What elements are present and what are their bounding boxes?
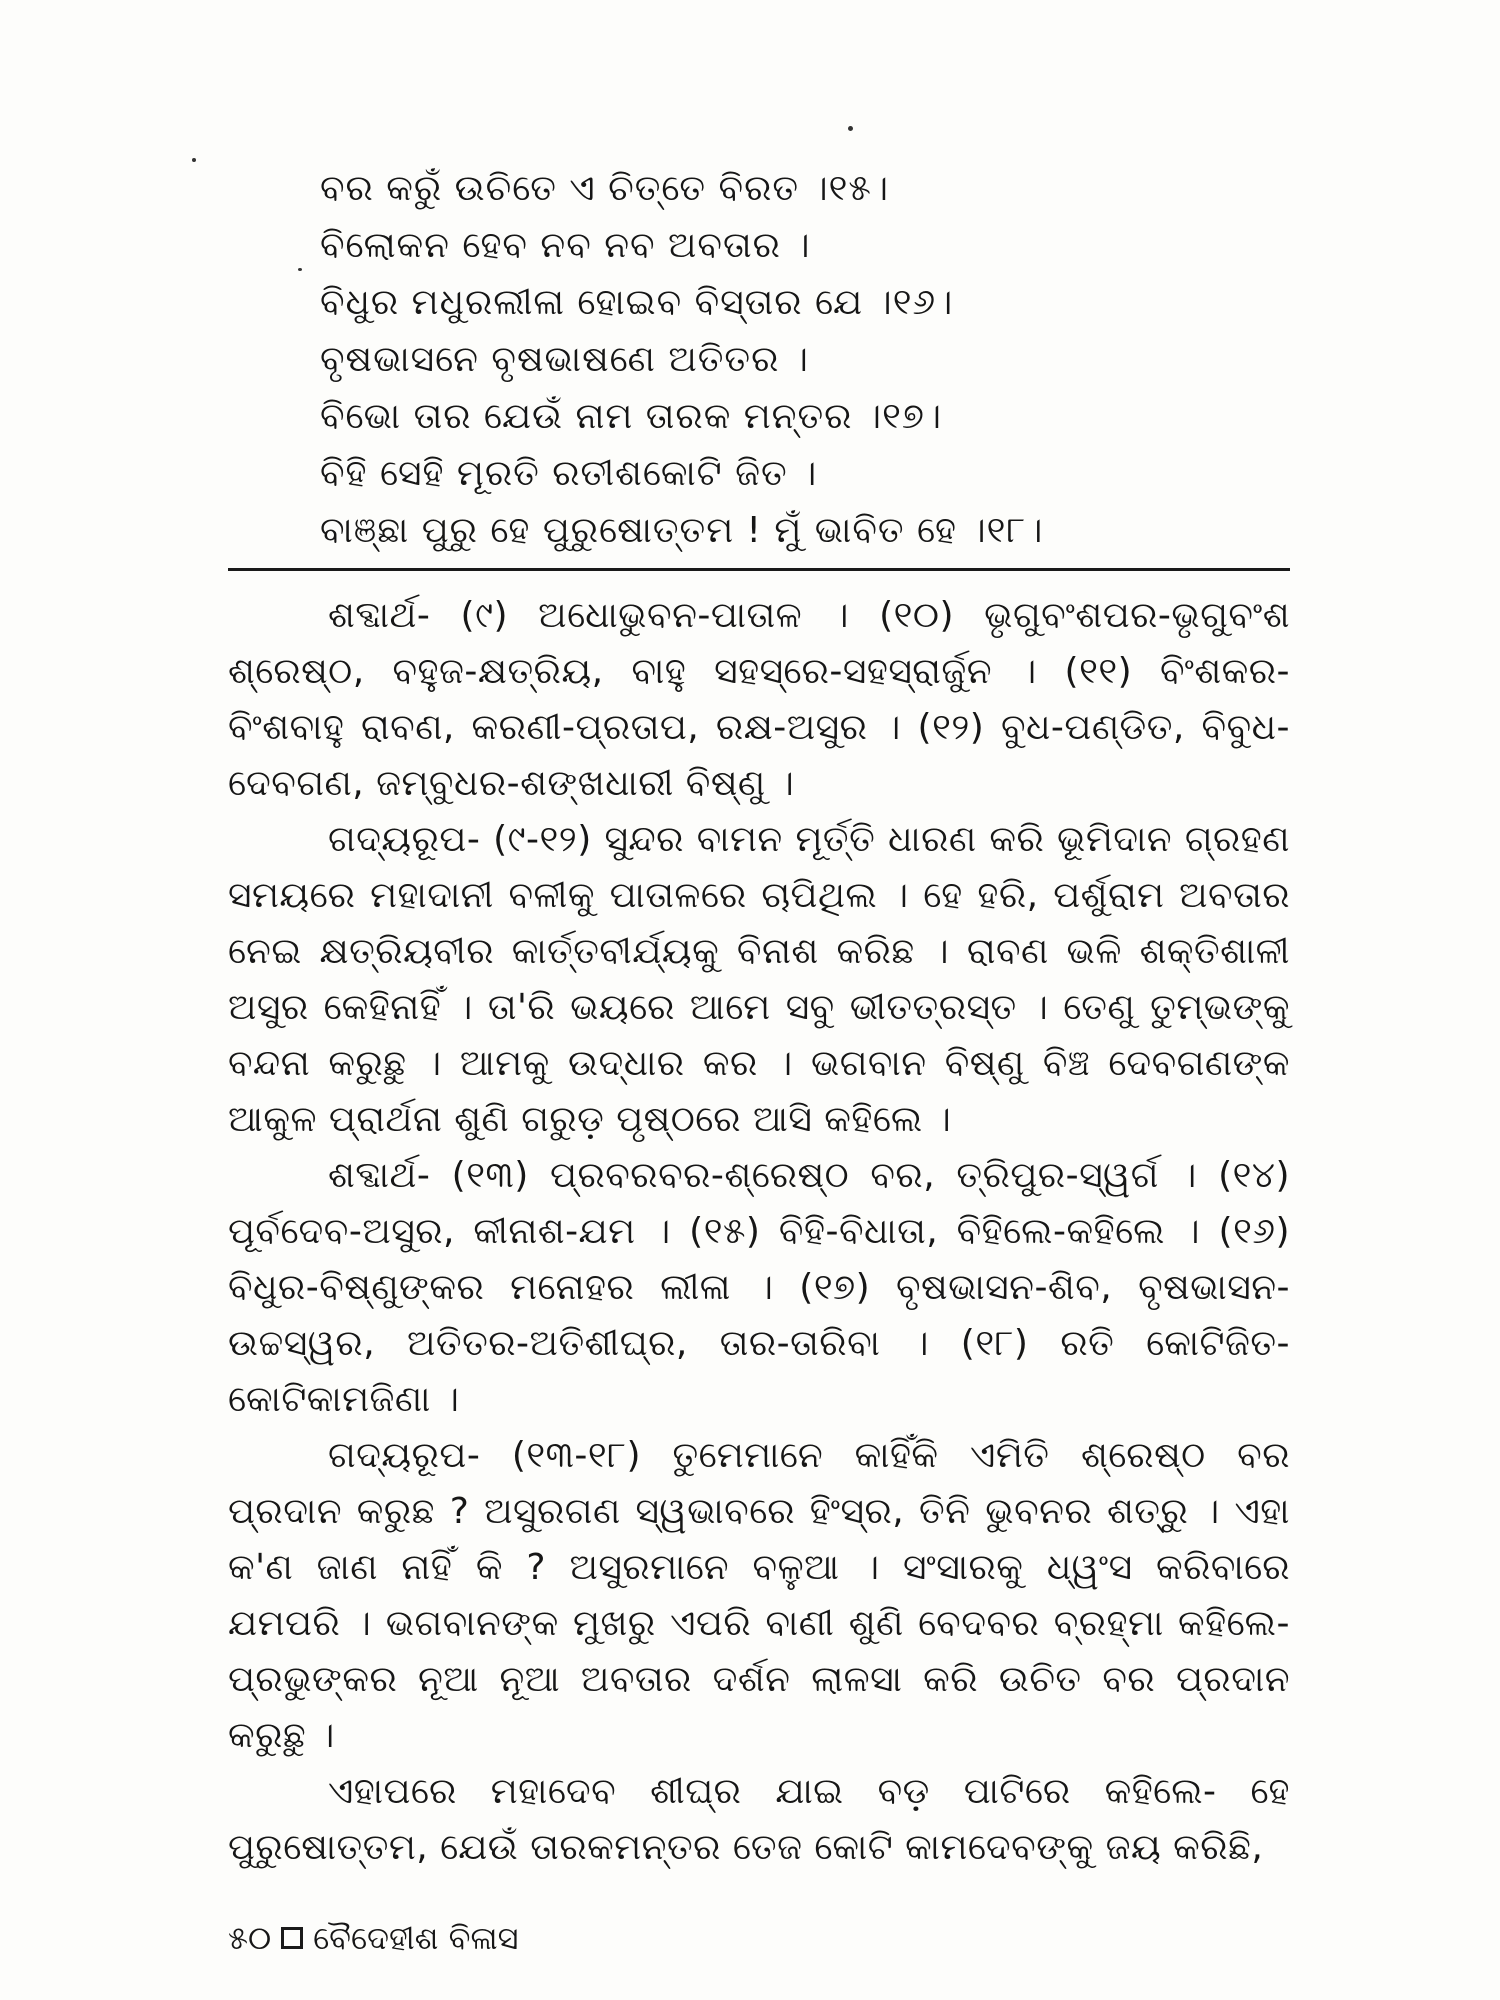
print-speck (848, 126, 853, 131)
commentary-section (228, 588, 1290, 1876)
verse-block (320, 160, 1320, 559)
prose-rendering-paragraph: ଗଦ୍ୟରୂପ- (୧୩-୧୮) ତୁମେମାନେ କାହିଁକି ଏମିତି ଶ୍ରେଷ୍ଠ ବର ପ୍ରଦାନ କରୁଛ ? ଅସୁରଗଣ ସ୍ୱଭାବରେ ହିଂସ୍ର, ତିନି ଭୁବନର ଶତ୍ରୁ । ଏହା କ'ଣ ଜାଣ ନାହିଁ କି ? ଅସୁରମାନେ ବଳୁଆ । ସଂସାରକୁ ଧ୍ୱଂସ କରିବାରେ ଯମପରି । ଭଗବାନଙ୍କ ମୁଖରୁ ଏପରି ବାଣୀ ଶୁଣି ବେଦବର ବ୍ରହ୍ମା କହିଲେ- ପ୍ରଭୁଙ୍କର ନୂଆ ନୂଆ ଅବତାର ଦର୍ଶନ ଲାଳସା କରି ଉଚିତ ବର ପ୍ରଦାନ କରୁଛୁ । (228, 1435, 1290, 1756)
word-meaning-paragraph: ଶବ୍ଦାର୍ଥ- (୯) ଅଧୋଭୁବନ-ପାତାଳ । (୧୦) ଭୃଗୁବଂଶପର-ଭୃଗୁବଂଶ ଶ୍ରେଷ୍ଠ, ବହୁଜ-କ୍ଷତ୍ରିୟ, ବାହୁ ସହସ୍ରେ-ସହସ୍ରାର୍ଜୁନ । (୧୧) ବିଂଶକର-ବିଂଶବାହୁ ରାବଣ, କରଣୀ-ପ୍ରତାପ, ରକ୍ଷ-ଅସୁର । (୧୨) ବୁଧ-ପଣ୍ଡିତ, ବିବୁଧ-ଦେବଗଣ, ଜମ୍ବୁଧର-ଶଙ୍ଖଧାରୀ ବିଷ୍ଣୁ । (228, 595, 1290, 804)
verse-line: ବିଲୋକନ ହେବ ନବ ନବ ଅବତାର । (320, 225, 811, 266)
square-ornament-icon (281, 1927, 303, 1949)
verse-line: ବର କରୁଁ ଉଚିତେ ଏ ଚିତ୍ତେ ବିରତ ।୧୫। (320, 168, 890, 209)
word-meaning-paragraph: ଶବ୍ଦାର୍ଥ- (୧୩) ପ୍ରବରବର-ଶ୍ରେଷ୍ଠ ବର, ତ୍ରିପୁର-ସ୍ୱର୍ଗ । (୧୪) ପୂର୍ବଦେବ-ଅସୁର, କୀନାଶ-ଯମ । (୧୫) ବିହି-ବିଧାତା, ବିହିଲେ-କହିଲେ । (୧୬) ବିଧୁର-ବିଷ୍ଣୁଙ୍କର ମନୋହର ଲୀଳା । (୧୭) ବୃଷଭାସନ-ଶିବ, ବୃଷଭାସନ-ଉଚ୍ଚସ୍ୱର, ଅତିତର-ଅତିଶୀଘ୍ର, ତାର-ତାରିବା । (୧୮) ରତି କୋଟିଜିତ-କୋଟିକାମଜିଣା । (228, 1155, 1290, 1420)
print-speck (192, 158, 196, 162)
section-divider (228, 568, 1290, 571)
narrative-paragraph: ଏହାପରେ ମହାଦେବ ଶୀଘ୍ର ଯାଇ ବଡ଼ ପାଟିରେ କହିଲେ- ହେ ପୁରୁଷୋତ୍ତମ, ଯେଉଁ ତାରକମନ୍ତର ତେଜ କୋଟି କାମଦେବଙ୍କୁ ଜୟ କରିଛି, (228, 1771, 1290, 1868)
verse-line: ବିହି ସେହି ମୂରତି ରତୀଶକୋଟି ଜିତ । (320, 453, 818, 494)
print-speck (298, 268, 302, 271)
verse-line: ବାଞ୍ଛା ପୁରୁ ହେ ପୁରୁଷୋତ୍ତମ ! ମୁଁ ଭାବିତ ହେ ।୧୮। (320, 510, 1044, 551)
verse-line: ବିଭୋ ତାର ଯେଉଁ ନାମ ତାରକ ମନ୍ତର ।୧୭। (320, 396, 943, 437)
prose-rendering-paragraph: ଗଦ୍ୟରୂପ- (୯-୧୨) ସୁନ୍ଦର ବାମନ ମୂର୍ତ୍ତି ଧାରଣ କରି ଭୂମିଦାନ ଗ୍ରହଣ ସମୟରେ ମହାଦାନୀ ବଳୀକୁ ପାତାଳରେ ଚାପିଥିଲ । ହେ ହରି, ପର୍ଶୁରାମ ଅବତାର ନେଇ କ୍ଷତ୍ରିୟବୀର କାର୍ତ୍ତବୀର୍ଯ୍ୟକୁ ବିନାଶ କରିଛ । ରାବଣ ଭଳି ଶକ୍ତିଶାଳୀ ଅସୁର କେହିନାହିଁ । ତା'ରି ଭୟରେ ଆମେ ସବୁ ଭୀତତ୍ରସ୍ତ । ତେଣୁ ତୁମ୍ଭଙ୍କୁ ବନ୍ଦନା କରୁଛୁ । ଆମକୁ ଉଦ୍ଧାର କର । ଭଗବାନ ବିଷ୍ଣୁ ବିଞ୍ଚ ଦେବଗଣଙ୍କ ଆକୁଳ ପ୍ରାର୍ଥନା ଶୁଣି ଗରୁଡ଼ ପୃଷ୍ଠରେ ଆସି କହିଲେ । (228, 819, 1290, 1140)
page-footer (228, 1918, 519, 1958)
verse-line: ବୃଷଭାସନେ ବୃଷଭାଷଣେ ଅତିତର । (320, 339, 810, 380)
book-title: ବୈଦେହୀଶ ବିଳାସ (313, 1919, 519, 1957)
verse-line: ବିଧୁର ମଧୁରଲୀଳା ହୋଇବ ବିସ୍ତାର ଯେ ।୧୬। (320, 282, 954, 323)
page-number: ୫୦ (228, 1919, 272, 1957)
